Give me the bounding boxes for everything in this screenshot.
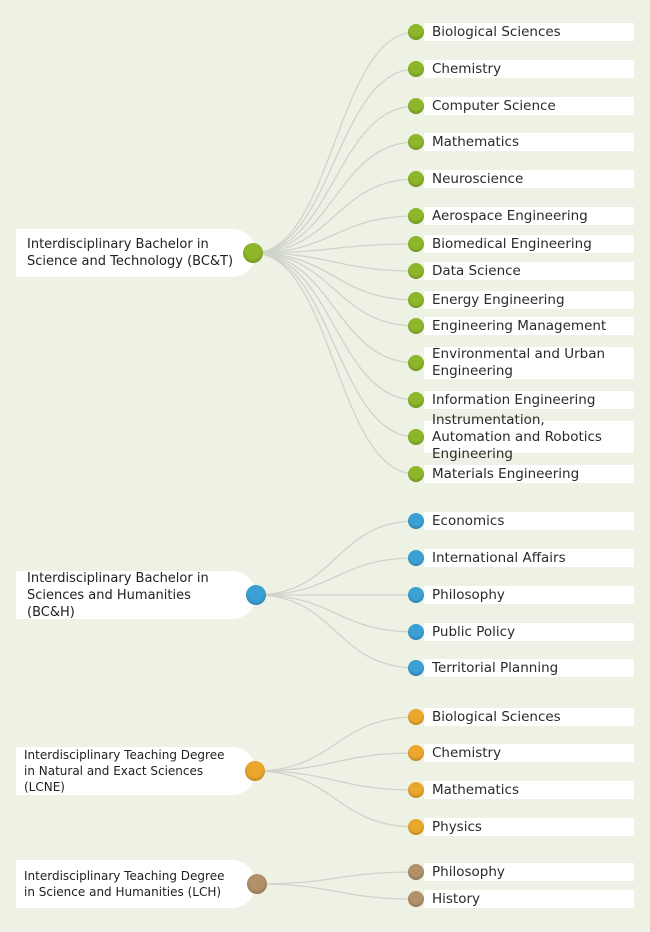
connector-line: [253, 179, 416, 253]
course-chemistry: Chemistry: [424, 60, 634, 78]
course-mathematics: Mathematics: [424, 781, 634, 799]
program-node: [243, 243, 263, 263]
course-energy-engineering: Energy Engineering: [424, 291, 634, 309]
course-dot: [408, 208, 424, 224]
course-mathematics: Mathematics: [424, 133, 634, 151]
program-label: Interdisciplinary Bachelor in Science and Technology (BC&T): [16, 229, 256, 277]
course-dot: [408, 864, 424, 880]
course-dot: [408, 171, 424, 187]
connector-line: [253, 253, 416, 326]
course-dot: [408, 550, 424, 566]
connector-line: [253, 106, 416, 253]
course-international-affairs: International Affairs: [424, 549, 634, 567]
connector-line: [257, 872, 416, 884]
course-territorial-planning: Territorial Planning: [424, 659, 634, 677]
course-dot: [408, 660, 424, 676]
course-data-science: Data Science: [424, 262, 634, 280]
course-dot: [408, 709, 424, 725]
course-philosophy: Philosophy: [424, 586, 634, 604]
connector-line: [256, 595, 416, 668]
course-biological-sciences: Biological Sciences: [424, 708, 634, 726]
course-biological-sciences: Biological Sciences: [424, 23, 634, 41]
connector-line: [253, 253, 416, 400]
course-dot: [408, 24, 424, 40]
program-label: Interdisciplinary Bachelor in Sciences and Humanities (BC&H): [16, 571, 256, 619]
course-dot: [408, 819, 424, 835]
course-philosophy: Philosophy: [424, 863, 634, 881]
course-biomedical-engineering: Biomedical Engineering: [424, 235, 634, 253]
connector-line: [253, 32, 416, 253]
connector-line: [257, 884, 416, 899]
course-dot: [408, 513, 424, 529]
connector-line: [255, 753, 416, 771]
course-dot: [408, 429, 424, 445]
course-chemistry: Chemistry: [424, 744, 634, 762]
connector-line: [253, 253, 416, 474]
course-dot: [408, 98, 424, 114]
course-dot: [408, 61, 424, 77]
course-dot: [408, 466, 424, 482]
connector-line: [256, 521, 416, 595]
course-environmental-and-urban-engineering: Environmental and Urban Engineering: [424, 347, 634, 379]
course-neuroscience: Neuroscience: [424, 170, 634, 188]
course-dot: [408, 624, 424, 640]
course-dot: [408, 292, 424, 308]
course-dot: [408, 263, 424, 279]
course-economics: Economics: [424, 512, 634, 530]
course-aerospace-engineering: Aerospace Engineering: [424, 207, 634, 225]
course-information-engineering: Information Engineering: [424, 391, 634, 409]
course-engineering-management: Engineering Management: [424, 317, 634, 335]
course-physics: Physics: [424, 818, 634, 836]
connector-line: [253, 69, 416, 253]
connector-line: [253, 142, 416, 253]
course-history: History: [424, 890, 634, 908]
program-node: [247, 874, 267, 894]
course-dot: [408, 318, 424, 334]
course-dot: [408, 782, 424, 798]
course-dot: [408, 134, 424, 150]
connector-line: [256, 558, 416, 595]
course-dot: [408, 745, 424, 761]
course-computer-science: Computer Science: [424, 97, 634, 115]
program-label: Interdisciplinary Teaching Degree in Science and Humanities (LCH): [16, 860, 256, 908]
course-dot: [408, 236, 424, 252]
connector-line: [255, 771, 416, 790]
connector-line: [256, 595, 416, 632]
program-node: [246, 585, 266, 605]
program-label: Interdisciplinary Teaching Degree in Natural and Exact Sciences (LCNE): [16, 747, 256, 795]
program-node: [245, 761, 265, 781]
connector-line: [255, 717, 416, 771]
course-dot: [408, 355, 424, 371]
course-instrumentation-automation-and-robotics-engineering: Instrumentation, Automation and Robotics Engineering: [424, 421, 634, 453]
course-dot: [408, 891, 424, 907]
course-dot: [408, 587, 424, 603]
course-materials-engineering: Materials Engineering: [424, 465, 634, 483]
course-dot: [408, 392, 424, 408]
connector-line: [253, 253, 416, 437]
course-public-policy: Public Policy: [424, 623, 634, 641]
connector-line: [255, 771, 416, 827]
